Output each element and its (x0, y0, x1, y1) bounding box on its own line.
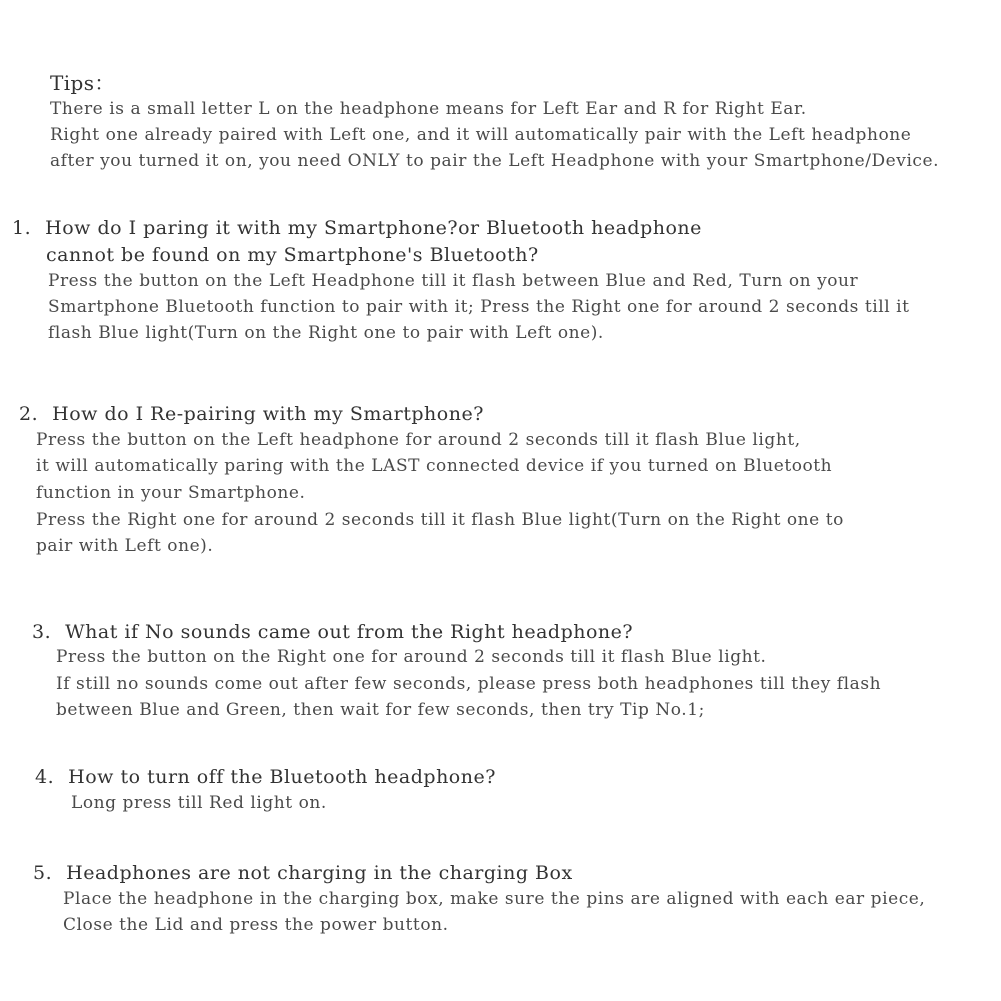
faq-1-answer-line: Press the button on the Left Headphone till it flash between Blue and Red, Turn on your (48, 271, 859, 291)
faq-2-answer-line: it will automatically paring with the LAST connected device if you turned on Bluetooth (36, 456, 833, 476)
tips-line: Right one already paired with Left one, and it will automatically pair with the Left headphone (50, 125, 912, 145)
faq-4-question (35, 764, 496, 790)
tips-line: after you turned it on, you need ONLY to pair the Left Headphone with your Smartphone/Device. (50, 151, 940, 171)
faq-5-answer-line: Place the headphone in the charging box, make sure the pins are aligned with each ear piece, (63, 889, 926, 909)
faq-3-question-line: What if No sounds came out from the Right headphone? (65, 621, 634, 643)
faq-1-number: 1. (12, 217, 32, 239)
faq-3-answer-line: between Blue and Green, then wait for few seconds, then try Tip No.1; (56, 700, 705, 720)
faq-1-answer-line: Smartphone Bluetooth function to pair with it; Press the Right one for around 2 seconds till it (48, 297, 910, 317)
faq-2-answer-line: pair with Left one). (36, 536, 214, 556)
faq-2-answer-line: Press the button on the Left headphone for around 2 seconds till it flash Blue light, (36, 430, 801, 450)
faq-2-number: 2. (19, 403, 39, 425)
faq-2-answer-line: function in your Smartphone. (36, 483, 306, 503)
faq-2-answer-line: Press the Right one for around 2 seconds till it flash Blue light(Turn on the Right one to (36, 510, 844, 530)
faq-5-question-line: Headphones are not charging in the charging Box (66, 862, 573, 884)
faq-1-question-line-2: cannot be found on my Smartphone's Bluetooth? (46, 244, 539, 266)
tips-title: Tips： (50, 71, 115, 95)
faq-3-answer-line: Press the button on the Right one for around 2 seconds till it flash Blue light. (56, 647, 767, 667)
faq-4-answer-line: Long press till Red light on. (71, 793, 327, 813)
faq-4-number: 4. (35, 766, 55, 788)
faq-1-question-line: How do I paring it with my Smartphone?or Bluetooth headphone (45, 217, 702, 239)
faq-5-number: 5. (33, 862, 53, 884)
tips-line: There is a small letter L on the headphone means for Left Ear and R for Right Ear. (50, 99, 807, 119)
faq-3-question (32, 619, 633, 645)
faq-4-question-line: How to turn off the Bluetooth headphone? (68, 766, 496, 788)
faq-1-answer-line: flash Blue light(Turn on the Right one to pair with Left one). (48, 323, 604, 343)
faq-5-answer-line: Close the Lid and press the power button. (63, 915, 449, 935)
faq-2-question-line: How do I Re-pairing with my Smartphone? (52, 403, 484, 425)
faq-3-answer-line: If still no sounds come out after few seconds, please press both headphones till they flash (56, 674, 882, 694)
faq-2-question (19, 401, 484, 427)
faq-3-number: 3. (32, 621, 52, 643)
faq-1-question (12, 215, 702, 241)
faq-5-question (33, 860, 573, 886)
